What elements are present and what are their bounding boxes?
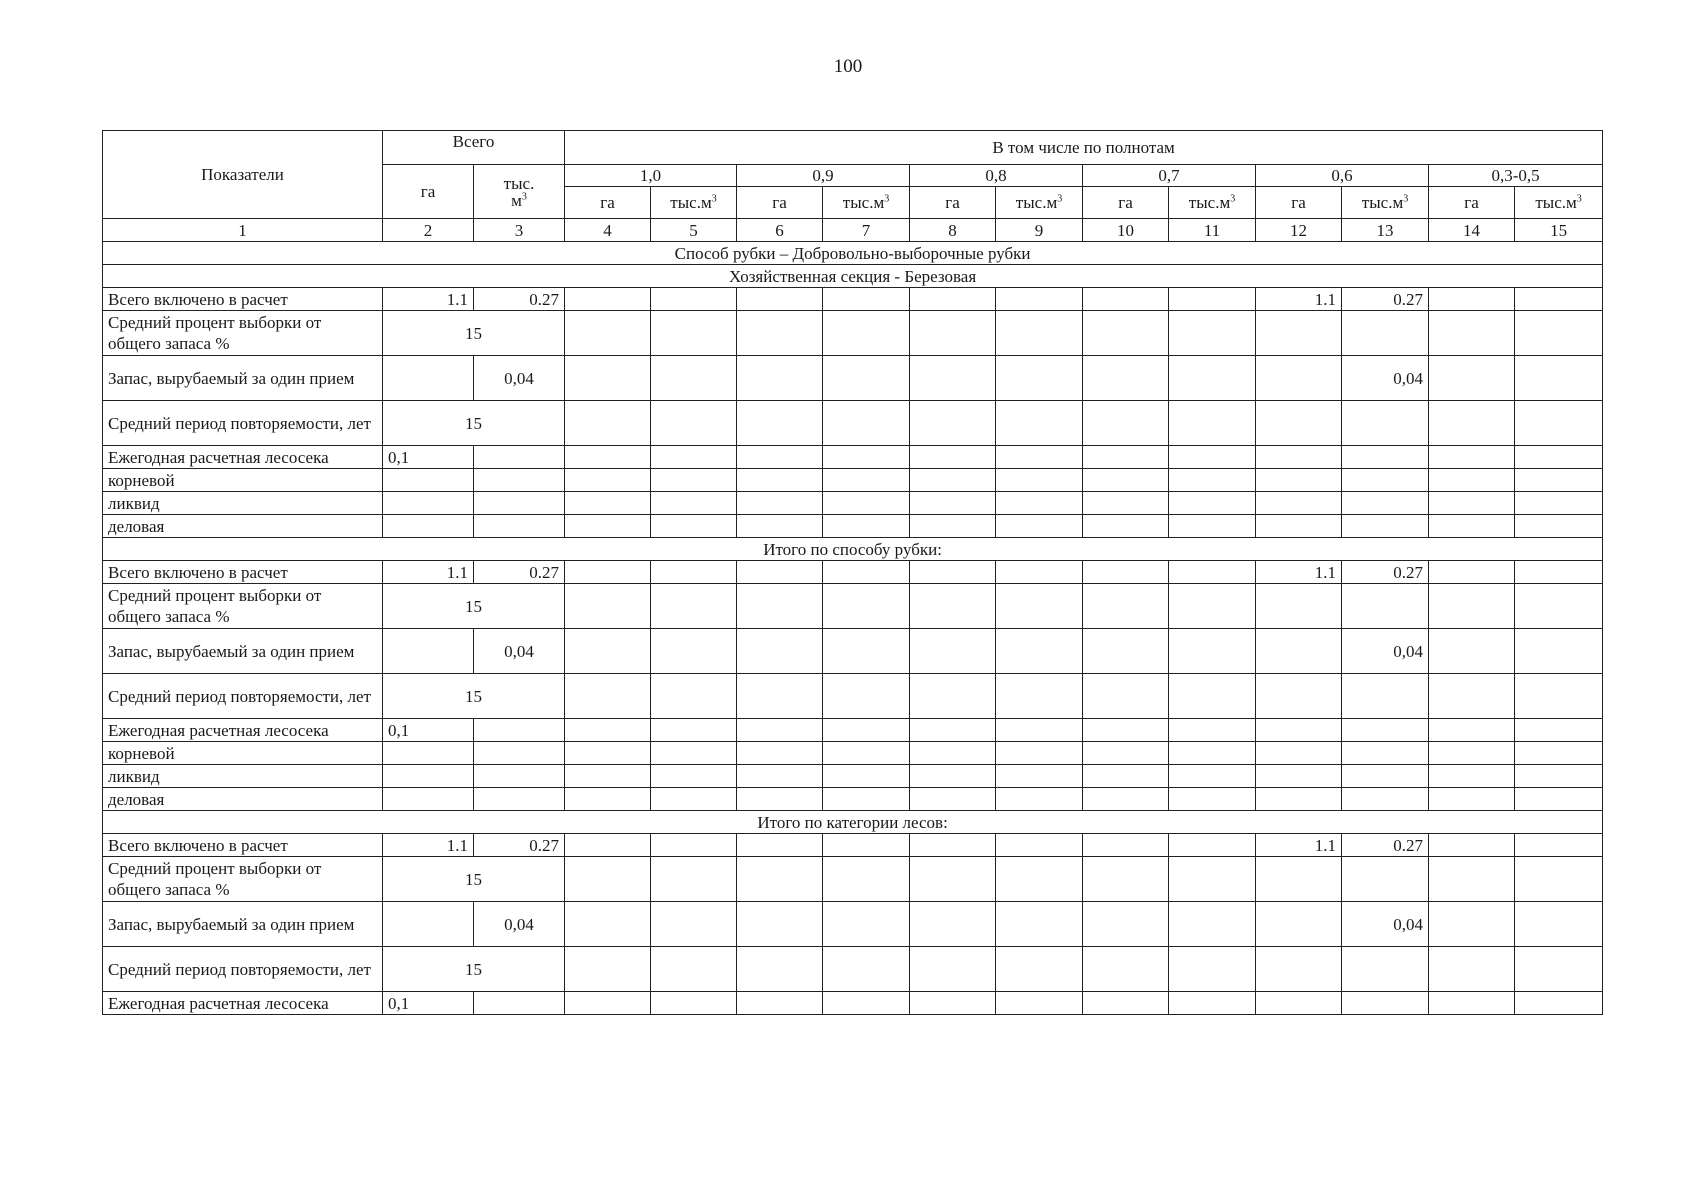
table-row (103, 356, 1603, 401)
row-label: Ежегодная расчетная лесосека (103, 446, 383, 469)
unit-ha: га (1256, 187, 1342, 219)
header-density-2: 0,9 (737, 165, 910, 187)
col-number: 11 (1169, 219, 1256, 242)
section-total-category: Итого по категории лесов: (103, 811, 1603, 834)
row-label: Всего включено в расчет (103, 561, 383, 584)
col-number: 7 (823, 219, 910, 242)
col-number: 8 (910, 219, 996, 242)
col-number: 12 (1256, 219, 1342, 242)
unit-volume: $тыс.м^3$ (651, 187, 737, 219)
row-label: Запас, вырубаемый за один прием (103, 356, 383, 401)
col-number: 6 (737, 219, 823, 242)
table-row (103, 629, 1603, 674)
section-economic: Хозяйственная секция - Березовая (103, 265, 1603, 288)
row-label: Всего включено в расчет (103, 834, 383, 857)
cell-period: 15 (383, 401, 565, 446)
col-number: 3 (474, 219, 565, 242)
unit-ha: га (565, 187, 651, 219)
cell-volume-total: 0.27 (474, 288, 565, 311)
cell-ha-total: 1.1 (383, 561, 474, 584)
cell-annual-ha: 0,1 (383, 446, 474, 469)
cell-stock: 0,04 (474, 629, 565, 674)
header-density-3: 0,8 (910, 165, 1083, 187)
row-label: Ежегодная расчетная лесосека (103, 992, 383, 1015)
cell-ha-06: 1.1 (1256, 561, 1342, 584)
cell-stock: 0,04 (474, 356, 565, 401)
row-label: Ежегодная расчетная лесосека (103, 719, 383, 742)
cell-period: 15 (383, 674, 565, 719)
table-row (103, 469, 1603, 492)
header-density-5: 0,6 (1256, 165, 1429, 187)
cell-stock-06: 0,04 (1342, 356, 1429, 401)
row-label: ликвид (103, 492, 383, 515)
table-row (103, 947, 1603, 992)
cell-volume-06: 0.27 (1342, 834, 1429, 857)
cell-volume-06: 0.27 (1342, 561, 1429, 584)
section-total-method: Итого по способу рубки: (103, 538, 1603, 561)
table-row (103, 788, 1603, 811)
cell-stock: 0,04 (474, 902, 565, 947)
cell-period: 15 (383, 947, 565, 992)
table-row (103, 515, 1603, 538)
row-label: Запас, вырубаемый за один прием (103, 902, 383, 947)
unit-volume: $тыс.м^3$ (823, 187, 910, 219)
section-cutting-method: Способ рубки – Добровольно-выборочные рубки (103, 242, 1603, 265)
table-row (103, 311, 1603, 356)
table-row (103, 674, 1603, 719)
table-row (103, 492, 1603, 515)
table-row (103, 902, 1603, 947)
row-label: ликвид (103, 765, 383, 788)
cell-stock-06: 0,04 (1342, 902, 1429, 947)
row-label: Средний период повторяемости, лет (103, 401, 383, 446)
table-row (103, 446, 1603, 469)
unit-volume: $тыс.м^3$ (1342, 187, 1429, 219)
row-label: корневой (103, 742, 383, 765)
row-label: Средний процент выборки от общего запаса % (103, 584, 383, 629)
table-row (103, 992, 1603, 1015)
unit-volume: $тыс.м^3$ (1169, 187, 1256, 219)
unit-volume: $тыс.м^3$ (996, 187, 1083, 219)
cell-volume-total: 0.27 (474, 561, 565, 584)
col-number: 4 (565, 219, 651, 242)
unit-ha: га (1083, 187, 1169, 219)
header-by-density: В том числе по полнотам (565, 131, 1603, 165)
col-number: 1 (103, 219, 383, 242)
row-label: корневой (103, 469, 383, 492)
header-total-ha: га (383, 165, 474, 219)
col-number: 9 (996, 219, 1083, 242)
row-label: Средний процент выборки от общего запаса % (103, 311, 383, 356)
header-total-volume: тыс. $м^3$ (474, 165, 565, 219)
cell-percent: 15 (383, 584, 565, 629)
table-row (103, 834, 1603, 857)
cell-volume-06: 0.27 (1342, 288, 1429, 311)
unit-ha: га (1429, 187, 1515, 219)
row-label: Средний период повторяемости, лет (103, 947, 383, 992)
cell-percent: 15 (383, 857, 565, 902)
cutting-table (102, 130, 1603, 1015)
table-row (103, 719, 1603, 742)
page-number: 100 (833, 56, 863, 77)
cell-ha-06: 1.1 (1256, 288, 1342, 311)
table-row (103, 401, 1603, 446)
cell-ha-06: 1.1 (1256, 834, 1342, 857)
cell-volume-total: 0.27 (474, 834, 565, 857)
row-label: Средний период повторяемости, лет (103, 674, 383, 719)
col-number: 5 (651, 219, 737, 242)
table-row (103, 288, 1603, 311)
cell-stock-06: 0,04 (1342, 629, 1429, 674)
col-number: 14 (1429, 219, 1515, 242)
col-number: 13 (1342, 219, 1429, 242)
cell-annual-ha: 0,1 (383, 719, 474, 742)
row-label: Средний процент выборки от общего запаса % (103, 857, 383, 902)
col-number: 2 (383, 219, 474, 242)
cell-annual-ha: 0,1 (383, 992, 474, 1015)
row-label: деловая (103, 515, 383, 538)
table-row (103, 742, 1603, 765)
header-density-4: 0,7 (1083, 165, 1256, 187)
table-row (103, 765, 1603, 788)
unit-volume: $тыс.м^3$ (1515, 187, 1603, 219)
cell-ha-total: 1.1 (383, 288, 474, 311)
header-total: Всего (383, 131, 565, 165)
cell-ha-total: 1.1 (383, 834, 474, 857)
col-number: 15 (1515, 219, 1603, 242)
row-label: деловая (103, 788, 383, 811)
table-row (103, 561, 1603, 584)
header-density-6: 0,3-0,5 (1429, 165, 1603, 187)
header-density-1: 1,0 (565, 165, 737, 187)
table-row (103, 857, 1603, 902)
row-label: Всего включено в расчет (103, 288, 383, 311)
unit-ha: га (910, 187, 996, 219)
column-numbers-row (103, 219, 1603, 242)
header-indicators: Показатели (103, 131, 383, 219)
unit-ha: га (737, 187, 823, 219)
row-label: Запас, вырубаемый за один прием (103, 629, 383, 674)
col-number: 10 (1083, 219, 1169, 242)
table-row (103, 584, 1603, 629)
cell-percent: 15 (383, 311, 565, 356)
